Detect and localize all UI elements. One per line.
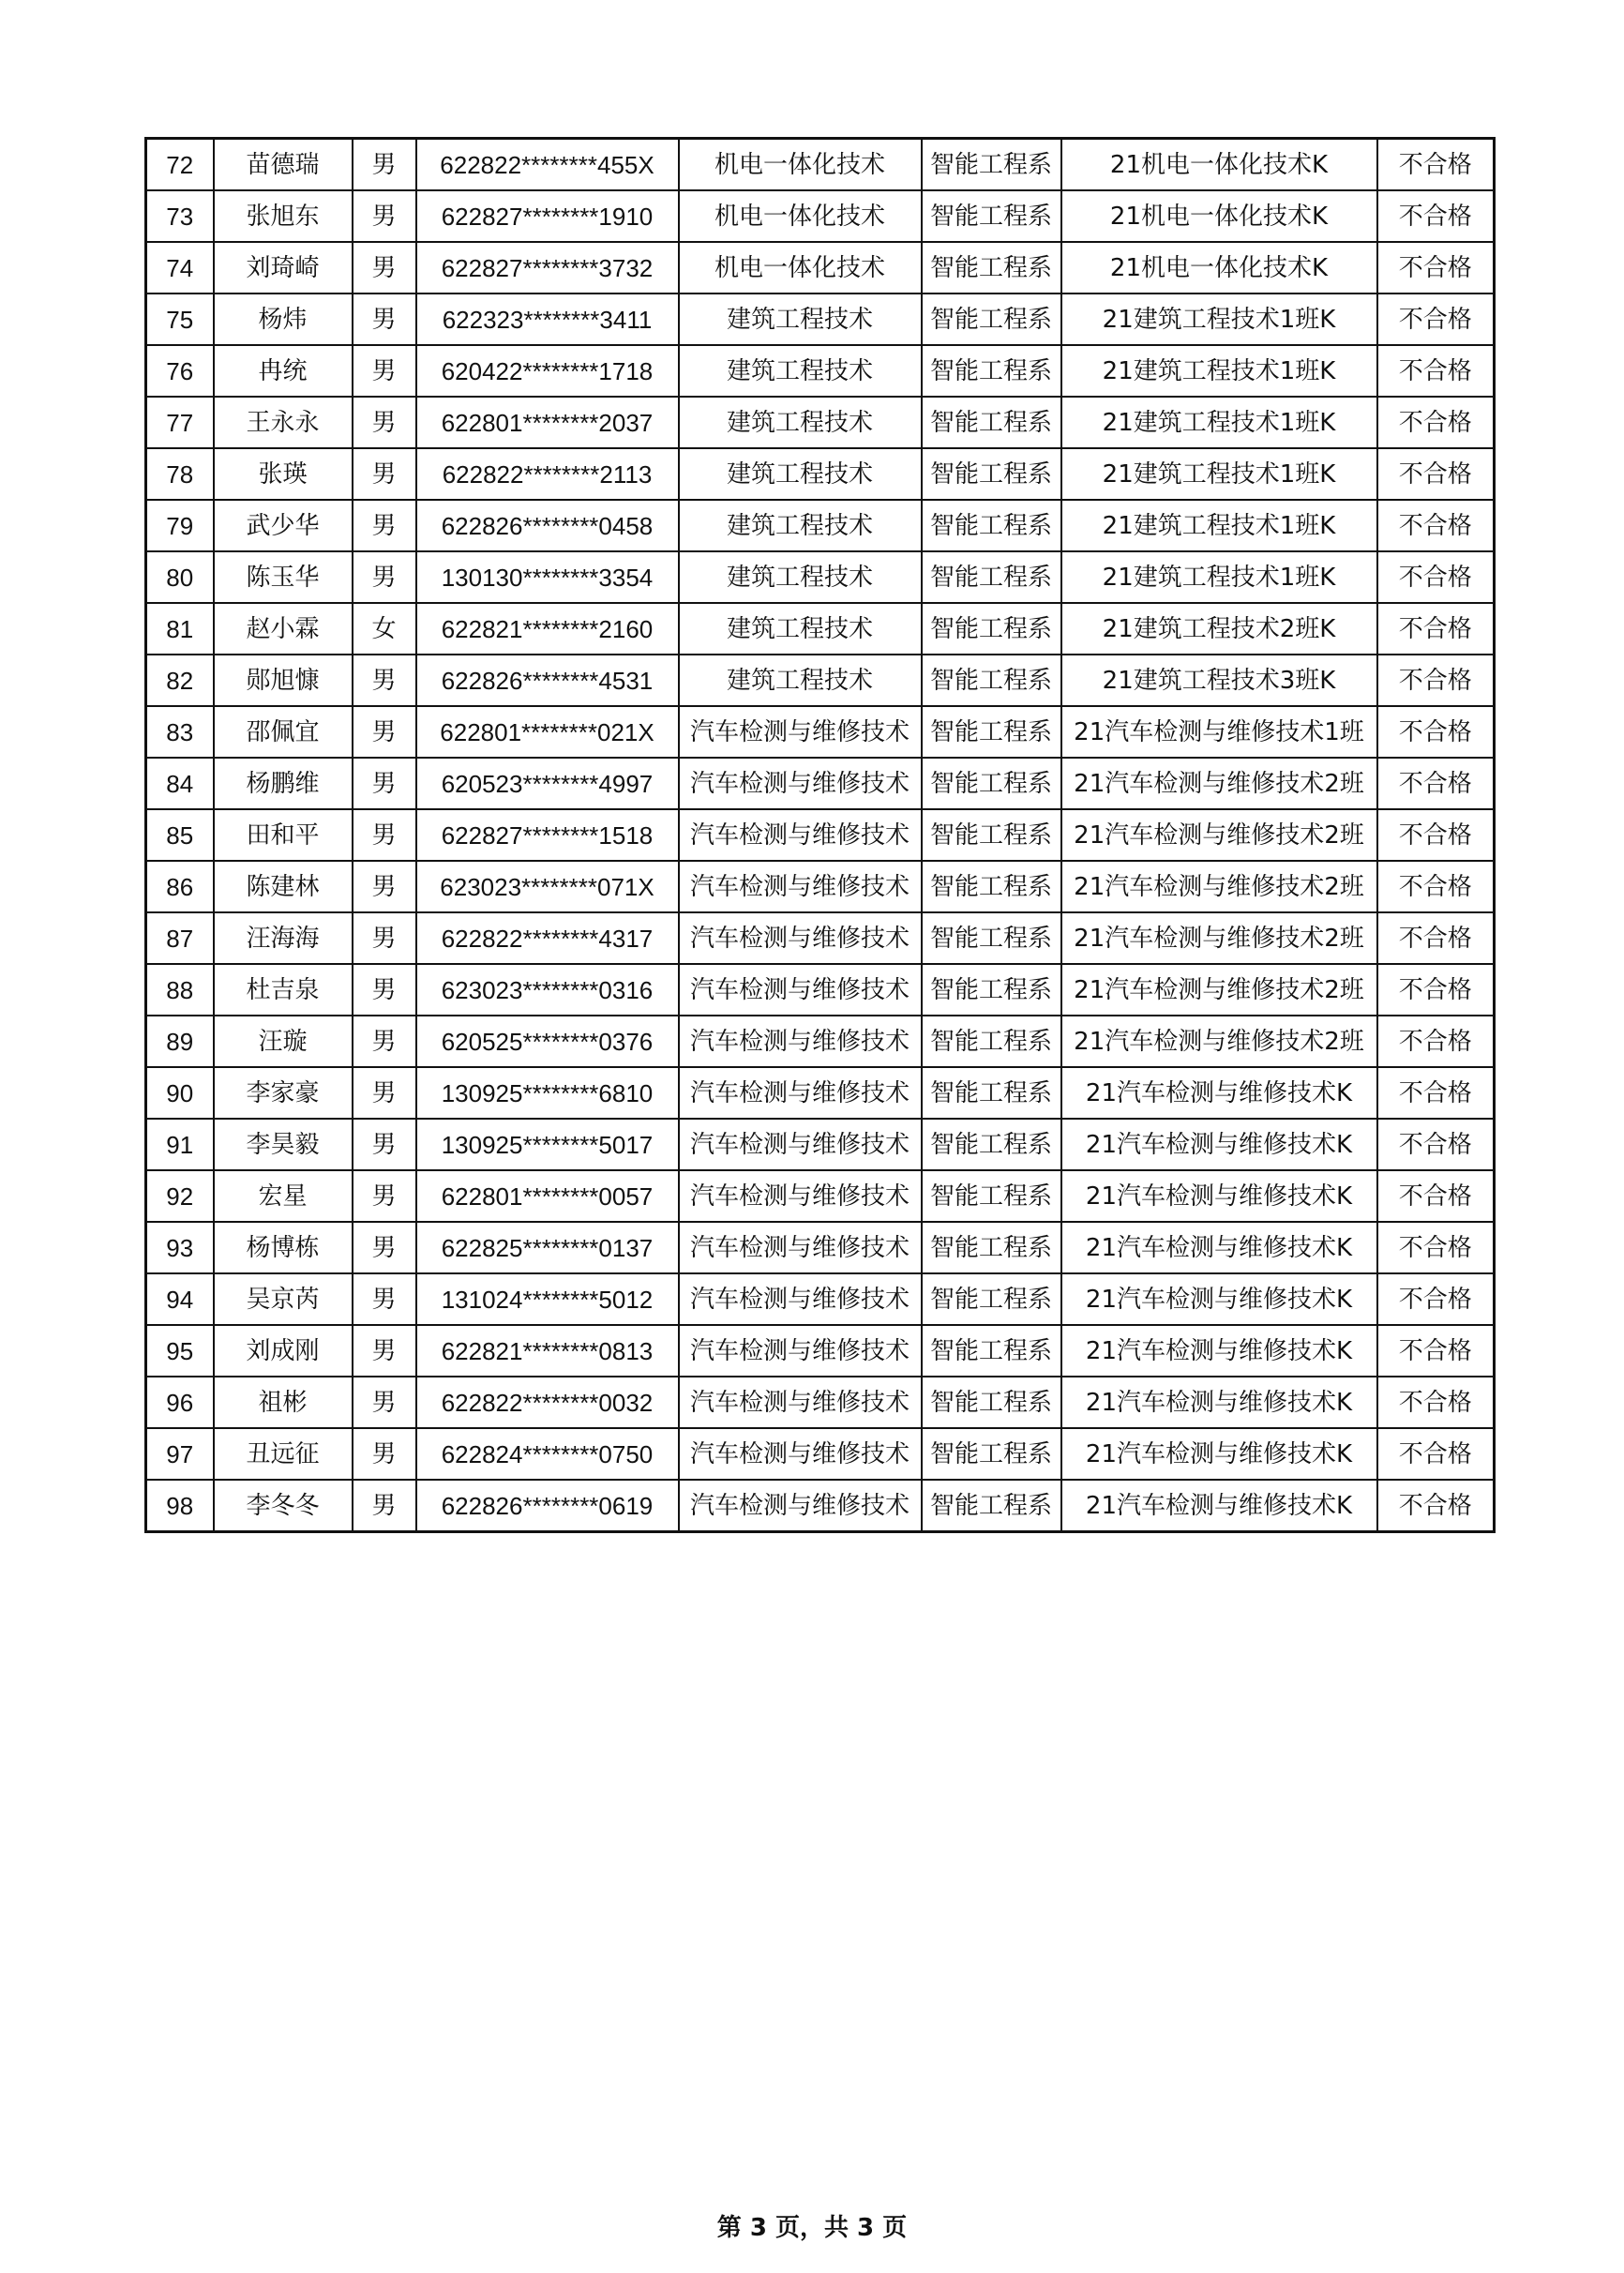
student-name-cell: 陈玉华 [214, 551, 353, 603]
gender-cell: 男 [353, 964, 416, 1016]
id-number-cell: 622826********4531 [416, 655, 679, 706]
id-number-cell: 130130********3354 [416, 551, 679, 603]
result-cell: 不合格 [1377, 345, 1495, 397]
result-cell: 不合格 [1377, 912, 1495, 964]
table-row [146, 1273, 1495, 1325]
department-cell: 智能工程系 [922, 706, 1061, 758]
gender-cell: 男 [353, 1377, 416, 1428]
gender-cell: 男 [353, 242, 416, 294]
row-number-cell: 96 [146, 1377, 214, 1428]
class-cell: 21汽车检测与维修技术2班 [1061, 912, 1377, 964]
table-row [146, 190, 1495, 242]
table-row [146, 1119, 1495, 1170]
department-cell: 智能工程系 [922, 500, 1061, 551]
department-cell: 智能工程系 [922, 603, 1061, 655]
result-cell: 不合格 [1377, 1222, 1495, 1273]
result-cell: 不合格 [1377, 1119, 1495, 1170]
result-cell: 不合格 [1377, 1016, 1495, 1067]
row-number-cell: 94 [146, 1273, 214, 1325]
class-cell: 21汽车检测与维修技术2班 [1061, 964, 1377, 1016]
row-number-cell: 90 [146, 1067, 214, 1119]
row-number-cell: 89 [146, 1016, 214, 1067]
student-name-cell: 李家豪 [214, 1067, 353, 1119]
gender-cell: 男 [353, 758, 416, 809]
student-name-cell: 苗德瑞 [214, 139, 353, 191]
student-name-cell: 杨鹏维 [214, 758, 353, 809]
table-row [146, 758, 1495, 809]
class-cell: 21汽车检测与维修技术K [1061, 1170, 1377, 1222]
row-number-cell: 83 [146, 706, 214, 758]
class-cell: 21建筑工程技术3班K [1061, 655, 1377, 706]
gender-cell: 男 [353, 1119, 416, 1170]
gender-cell: 男 [353, 1170, 416, 1222]
table-row [146, 1067, 1495, 1119]
row-number-cell: 85 [146, 809, 214, 861]
class-cell: 21建筑工程技术1班K [1061, 397, 1377, 448]
result-cell: 不合格 [1377, 964, 1495, 1016]
row-number-cell: 73 [146, 190, 214, 242]
id-number-cell: 622323********3411 [416, 294, 679, 345]
gender-cell: 男 [353, 1067, 416, 1119]
class-cell: 21汽车检测与维修技术K [1061, 1222, 1377, 1273]
row-number-cell: 76 [146, 345, 214, 397]
class-cell: 21建筑工程技术1班K [1061, 345, 1377, 397]
row-number-cell: 78 [146, 448, 214, 500]
major-cell: 机电一体化技术 [679, 190, 922, 242]
table-row [146, 1325, 1495, 1377]
id-number-cell: 622824********0750 [416, 1428, 679, 1480]
student-name-cell: 祖彬 [214, 1377, 353, 1428]
id-number-cell: 622822********2113 [416, 448, 679, 500]
class-cell: 21汽车检测与维修技术K [1061, 1325, 1377, 1377]
id-number-cell: 623023********0316 [416, 964, 679, 1016]
department-cell: 智能工程系 [922, 190, 1061, 242]
result-cell: 不合格 [1377, 139, 1495, 191]
id-number-cell: 622827********1518 [416, 809, 679, 861]
gender-cell: 男 [353, 1325, 416, 1377]
gender-cell: 男 [353, 706, 416, 758]
row-number-cell: 81 [146, 603, 214, 655]
id-number-cell: 622825********0137 [416, 1222, 679, 1273]
row-number-cell: 84 [146, 758, 214, 809]
table-row [146, 139, 1495, 191]
page-footer: 第 3 页，共 3 页 [716, 2214, 908, 2242]
student-name-cell: 李昊毅 [214, 1119, 353, 1170]
result-cell: 不合格 [1377, 190, 1495, 242]
gender-cell: 男 [353, 809, 416, 861]
student-name-cell: 冉统 [214, 345, 353, 397]
id-number-cell: 131024********5012 [416, 1273, 679, 1325]
gender-cell: 男 [353, 551, 416, 603]
major-cell: 建筑工程技术 [679, 655, 922, 706]
class-cell: 21汽车检测与维修技术2班 [1061, 809, 1377, 861]
class-cell: 21建筑工程技术2班K [1061, 603, 1377, 655]
class-cell: 21汽车检测与维修技术2班 [1061, 758, 1377, 809]
student-name-cell: 吴京芮 [214, 1273, 353, 1325]
major-cell: 汽车检测与维修技术 [679, 1119, 922, 1170]
gender-cell: 女 [353, 603, 416, 655]
department-cell: 智能工程系 [922, 1170, 1061, 1222]
result-cell: 不合格 [1377, 861, 1495, 912]
gender-cell: 男 [353, 345, 416, 397]
result-cell: 不合格 [1377, 1377, 1495, 1428]
result-cell: 不合格 [1377, 1480, 1495, 1532]
table-row [146, 1222, 1495, 1273]
table-row [146, 500, 1495, 551]
department-cell: 智能工程系 [922, 1016, 1061, 1067]
result-cell: 不合格 [1377, 242, 1495, 294]
id-number-cell: 130925********5017 [416, 1119, 679, 1170]
department-cell: 智能工程系 [922, 861, 1061, 912]
student-name-cell: 张旭东 [214, 190, 353, 242]
major-cell: 汽车检测与维修技术 [679, 1325, 922, 1377]
table-row [146, 397, 1495, 448]
row-number-cell: 97 [146, 1428, 214, 1480]
table-row [146, 809, 1495, 861]
class-cell: 21汽车检测与维修技术K [1061, 1273, 1377, 1325]
department-cell: 智能工程系 [922, 1222, 1061, 1273]
id-number-cell: 622801********021X [416, 706, 679, 758]
major-cell: 汽车检测与维修技术 [679, 1067, 922, 1119]
table-row [146, 1170, 1495, 1222]
class-cell: 21汽车检测与维修技术K [1061, 1119, 1377, 1170]
student-name-cell: 张瑛 [214, 448, 353, 500]
gender-cell: 男 [353, 655, 416, 706]
gender-cell: 男 [353, 1273, 416, 1325]
major-cell: 汽车检测与维修技术 [679, 1222, 922, 1273]
major-cell: 建筑工程技术 [679, 397, 922, 448]
id-number-cell: 622821********2160 [416, 603, 679, 655]
result-cell: 不合格 [1377, 706, 1495, 758]
gender-cell: 男 [353, 139, 416, 191]
major-cell: 汽车检测与维修技术 [679, 1428, 922, 1480]
major-cell: 汽车检测与维修技术 [679, 1377, 922, 1428]
major-cell: 汽车检测与维修技术 [679, 964, 922, 1016]
major-cell: 机电一体化技术 [679, 139, 922, 191]
result-cell: 不合格 [1377, 1428, 1495, 1480]
id-number-cell: 622827********1910 [416, 190, 679, 242]
id-number-cell: 622822********0032 [416, 1377, 679, 1428]
id-number-cell: 622801********2037 [416, 397, 679, 448]
table-row [146, 1377, 1495, 1428]
result-cell: 不合格 [1377, 294, 1495, 345]
department-cell: 智能工程系 [922, 758, 1061, 809]
major-cell: 建筑工程技术 [679, 603, 922, 655]
gender-cell: 男 [353, 1016, 416, 1067]
student-name-cell: 刘琦崎 [214, 242, 353, 294]
table-row [146, 706, 1495, 758]
table-row [146, 1480, 1495, 1532]
student-name-cell: 田和平 [214, 809, 353, 861]
major-cell: 建筑工程技术 [679, 551, 922, 603]
student-name-cell: 李冬冬 [214, 1480, 353, 1532]
department-cell: 智能工程系 [922, 1067, 1061, 1119]
major-cell: 汽车检测与维修技术 [679, 809, 922, 861]
department-cell: 智能工程系 [922, 1119, 1061, 1170]
gender-cell: 男 [353, 912, 416, 964]
row-number-cell: 80 [146, 551, 214, 603]
major-cell: 汽车检测与维修技术 [679, 758, 922, 809]
class-cell: 21建筑工程技术1班K [1061, 500, 1377, 551]
major-cell: 汽车检测与维修技术 [679, 1170, 922, 1222]
row-number-cell: 72 [146, 139, 214, 191]
major-cell: 建筑工程技术 [679, 500, 922, 551]
student-name-cell: 郧旭慷 [214, 655, 353, 706]
result-cell: 不合格 [1377, 1067, 1495, 1119]
department-cell: 智能工程系 [922, 397, 1061, 448]
id-number-cell: 622827********3732 [416, 242, 679, 294]
id-number-cell: 623023********071X [416, 861, 679, 912]
major-cell: 机电一体化技术 [679, 242, 922, 294]
student-name-cell: 汪璇 [214, 1016, 353, 1067]
department-cell: 智能工程系 [922, 1480, 1061, 1532]
student-name-cell: 陈建林 [214, 861, 353, 912]
id-number-cell: 622826********0619 [416, 1480, 679, 1532]
result-cell: 不合格 [1377, 758, 1495, 809]
major-cell: 汽车检测与维修技术 [679, 1480, 922, 1532]
class-cell: 21汽车检测与维修技术2班 [1061, 1016, 1377, 1067]
gender-cell: 男 [353, 1222, 416, 1273]
table-row [146, 655, 1495, 706]
department-cell: 智能工程系 [922, 655, 1061, 706]
id-number-cell: 620422********1718 [416, 345, 679, 397]
gender-cell: 男 [353, 294, 416, 345]
student-name-cell: 丑远征 [214, 1428, 353, 1480]
result-cell: 不合格 [1377, 1170, 1495, 1222]
result-cell: 不合格 [1377, 1273, 1495, 1325]
student-name-cell: 赵小霖 [214, 603, 353, 655]
row-number-cell: 75 [146, 294, 214, 345]
row-number-cell: 77 [146, 397, 214, 448]
class-cell: 21汽车检测与维修技术K [1061, 1377, 1377, 1428]
department-cell: 智能工程系 [922, 242, 1061, 294]
table-row [146, 345, 1495, 397]
student-result-table [144, 137, 1496, 1533]
id-number-cell: 622822********455X [416, 139, 679, 191]
major-cell: 汽车检测与维修技术 [679, 861, 922, 912]
table-row [146, 1016, 1495, 1067]
class-cell: 21机电一体化技术K [1061, 139, 1377, 191]
row-number-cell: 98 [146, 1480, 214, 1532]
gender-cell: 男 [353, 397, 416, 448]
department-cell: 智能工程系 [922, 1377, 1061, 1428]
gender-cell: 男 [353, 1428, 416, 1480]
major-cell: 建筑工程技术 [679, 294, 922, 345]
gender-cell: 男 [353, 861, 416, 912]
class-cell: 21汽车检测与维修技术K [1061, 1480, 1377, 1532]
department-cell: 智能工程系 [922, 1428, 1061, 1480]
table-row [146, 912, 1495, 964]
result-cell: 不合格 [1377, 603, 1495, 655]
major-cell: 汽车检测与维修技术 [679, 912, 922, 964]
gender-cell: 男 [353, 1480, 416, 1532]
row-number-cell: 92 [146, 1170, 214, 1222]
id-number-cell: 622822********4317 [416, 912, 679, 964]
gender-cell: 男 [353, 500, 416, 551]
row-number-cell: 86 [146, 861, 214, 912]
major-cell: 建筑工程技术 [679, 345, 922, 397]
result-cell: 不合格 [1377, 551, 1495, 603]
student-name-cell: 宏星 [214, 1170, 353, 1222]
row-number-cell: 93 [146, 1222, 214, 1273]
row-number-cell: 79 [146, 500, 214, 551]
row-number-cell: 91 [146, 1119, 214, 1170]
major-cell: 汽车检测与维修技术 [679, 1273, 922, 1325]
department-cell: 智能工程系 [922, 551, 1061, 603]
table-row [146, 242, 1495, 294]
row-number-cell: 82 [146, 655, 214, 706]
student-name-cell: 邵佩宜 [214, 706, 353, 758]
major-cell: 建筑工程技术 [679, 448, 922, 500]
student-name-cell: 刘成刚 [214, 1325, 353, 1377]
department-cell: 智能工程系 [922, 964, 1061, 1016]
department-cell: 智能工程系 [922, 294, 1061, 345]
id-number-cell: 130925********6810 [416, 1067, 679, 1119]
gender-cell: 男 [353, 448, 416, 500]
row-number-cell: 87 [146, 912, 214, 964]
result-cell: 不合格 [1377, 500, 1495, 551]
student-name-cell: 杨炜 [214, 294, 353, 345]
row-number-cell: 88 [146, 964, 214, 1016]
row-number-cell: 74 [146, 242, 214, 294]
row-number-cell: 95 [146, 1325, 214, 1377]
table-body [146, 139, 1495, 1532]
department-cell: 智能工程系 [922, 345, 1061, 397]
result-cell: 不合格 [1377, 655, 1495, 706]
student-name-cell: 武少华 [214, 500, 353, 551]
department-cell: 智能工程系 [922, 1273, 1061, 1325]
student-name-cell: 汪海海 [214, 912, 353, 964]
major-cell: 汽车检测与维修技术 [679, 1016, 922, 1067]
id-number-cell: 622801********0057 [416, 1170, 679, 1222]
department-cell: 智能工程系 [922, 1325, 1061, 1377]
student-name-cell: 王永永 [214, 397, 353, 448]
table-row [146, 448, 1495, 500]
gender-cell: 男 [353, 190, 416, 242]
id-number-cell: 620523********4997 [416, 758, 679, 809]
major-cell: 汽车检测与维修技术 [679, 706, 922, 758]
result-cell: 不合格 [1377, 1325, 1495, 1377]
student-name-cell: 杨博栋 [214, 1222, 353, 1273]
result-cell: 不合格 [1377, 397, 1495, 448]
department-cell: 智能工程系 [922, 139, 1061, 191]
table-row [146, 1428, 1495, 1480]
table-row [146, 551, 1495, 603]
id-number-cell: 620525********0376 [416, 1016, 679, 1067]
id-number-cell: 622821********0813 [416, 1325, 679, 1377]
table-row [146, 603, 1495, 655]
class-cell: 21汽车检测与维修技术2班 [1061, 861, 1377, 912]
department-cell: 智能工程系 [922, 809, 1061, 861]
class-cell: 21机电一体化技术K [1061, 190, 1377, 242]
class-cell: 21汽车检测与维修技术K [1061, 1067, 1377, 1119]
student-name-cell: 杜吉泉 [214, 964, 353, 1016]
result-cell: 不合格 [1377, 809, 1495, 861]
id-number-cell: 622826********0458 [416, 500, 679, 551]
class-cell: 21机电一体化技术K [1061, 242, 1377, 294]
class-cell: 21汽车检测与维修技术K [1061, 1428, 1377, 1480]
class-cell: 21建筑工程技术1班K [1061, 294, 1377, 345]
class-cell: 21建筑工程技术1班K [1061, 551, 1377, 603]
department-cell: 智能工程系 [922, 448, 1061, 500]
result-cell: 不合格 [1377, 448, 1495, 500]
department-cell: 智能工程系 [922, 912, 1061, 964]
table-row [146, 964, 1495, 1016]
table-row [146, 294, 1495, 345]
class-cell: 21汽车检测与维修技术1班 [1061, 706, 1377, 758]
class-cell: 21建筑工程技术1班K [1061, 448, 1377, 500]
table-row [146, 861, 1495, 912]
